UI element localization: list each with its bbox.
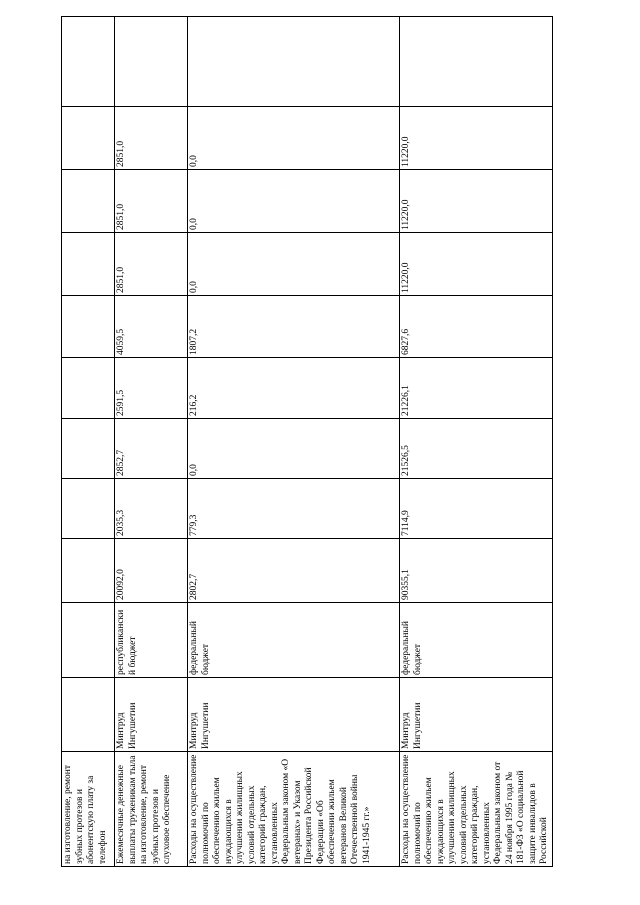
cell-description: Расходы на осуществление полномочий по обеспечению жильем нуждающихся в улучшении жилищных условий отдельных категорий граждан, установленных Федеральным законом «О ветеранах» и Указом Президента Российской Федерации «Об обеспечении жильем ветеранов Великой Отечественной войны 1941-1945 гг.» xyxy=(188,752,400,867)
cell-value xyxy=(62,296,115,358)
cell-value: 0,0 xyxy=(188,233,400,296)
cell-value xyxy=(62,539,115,603)
cell-value xyxy=(62,419,115,479)
rotated-table-container xyxy=(61,37,553,867)
cell-value: 216,2 xyxy=(188,358,400,419)
cell-value xyxy=(400,17,553,107)
cell-value: 4059,5 xyxy=(115,296,188,358)
cell-value xyxy=(62,17,115,107)
table-row xyxy=(62,17,115,867)
cell-value: 2591,5 xyxy=(115,358,188,419)
cell-value: 779,3 xyxy=(188,479,400,539)
cell-value: 7114,9 xyxy=(400,479,553,539)
cell-value xyxy=(188,17,400,107)
cell-description: Ежемесячные денежные выплаты труженикам тыла на изготовление, ремонт зубных протезов и слуховое обеспечение xyxy=(115,752,188,867)
cell-value: 11220,0 xyxy=(400,107,553,170)
cell-value xyxy=(62,358,115,419)
cell-value: 21226,1 xyxy=(400,358,553,419)
cell-source: федеральный бюджет xyxy=(188,603,400,678)
cell-source: республиканский бюджет xyxy=(115,603,188,678)
cell-value: 2851,0 xyxy=(115,107,188,170)
cell-value xyxy=(62,107,115,170)
table-row xyxy=(188,17,400,867)
cell-source xyxy=(62,603,115,678)
cell-executor: Минтруд Ингушетии xyxy=(115,678,188,752)
cell-value: 2035,3 xyxy=(115,479,188,539)
cell-value: 11220,0 xyxy=(400,233,553,296)
cell-value xyxy=(62,233,115,296)
cell-value: 11220,0 xyxy=(400,170,553,233)
cell-value: 0,0 xyxy=(188,419,400,479)
cell-value: 21526,5 xyxy=(400,419,553,479)
cell-value: 0,0 xyxy=(188,107,400,170)
cell-value: 2802,7 xyxy=(188,539,400,603)
cell-value: 2851,0 xyxy=(115,233,188,296)
cell-source: федеральный бюджет xyxy=(400,603,553,678)
cell-value xyxy=(62,170,115,233)
cell-value: 2851,0 xyxy=(115,170,188,233)
cell-executor: Минтруд Ингушетии xyxy=(188,678,400,752)
cell-value: 1807,2 xyxy=(188,296,400,358)
budget-table xyxy=(61,16,553,867)
cell-executor xyxy=(62,678,115,752)
cell-description: Расходы на осуществление полномочий по обеспечению жильем нуждающихся в улучшении жилищных условий отдельных категорий граждан, установленных Федеральным законом от 24 ноября 1995 года № 181-ФЗ «О социальной защите инвалидов в Российской xyxy=(400,752,553,867)
cell-value: 0,0 xyxy=(188,170,400,233)
cell-value: 6827,6 xyxy=(400,296,553,358)
cell-value: 20092,0 xyxy=(115,539,188,603)
cell-value xyxy=(62,479,115,539)
table-row xyxy=(115,17,188,867)
cell-description: на изготовление, ремонт зубных протезов и абонентскую плату за телефон xyxy=(62,752,115,867)
cell-value: 90355,1 xyxy=(400,539,553,603)
cell-executor: Минтруд Ингушетии xyxy=(400,678,553,752)
table-row xyxy=(400,17,553,867)
cell-value: 2852,7 xyxy=(115,419,188,479)
cell-value xyxy=(115,17,188,107)
